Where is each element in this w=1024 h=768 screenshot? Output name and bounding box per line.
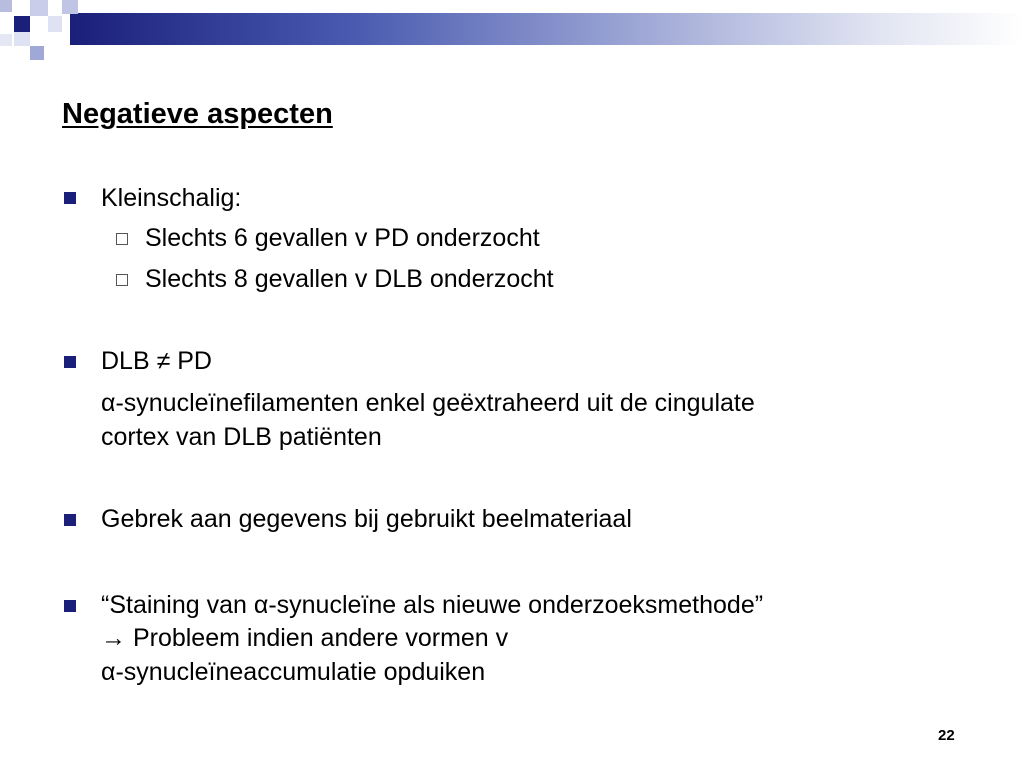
bullet-continuation: → Probleem indien andere vormen v xyxy=(101,624,509,652)
sub-bullet-marker xyxy=(116,233,128,245)
sub-bullet-text: Slechts 6 gevallen v PD onderzocht xyxy=(145,224,540,252)
header-gradient-bar xyxy=(70,13,1024,45)
decor-square xyxy=(14,32,30,46)
bullet-continuation: α-synucleïneaccumulatie opduiken xyxy=(101,658,486,686)
decor-square xyxy=(14,16,30,32)
bullet-text: Kleinschalig: xyxy=(101,184,242,212)
sub-bullet-marker xyxy=(116,274,128,286)
slide-title: Negatieve aspecten xyxy=(62,98,333,130)
decor-square xyxy=(0,0,12,12)
bullet-text: Gebrek aan gegevens bij gebruikt beelmateriaal xyxy=(101,505,632,533)
page-number: 22 xyxy=(938,727,955,744)
decorative-header xyxy=(0,0,1024,50)
sub-bullet-text: Slechts 8 gevallen v DLB onderzocht xyxy=(145,265,554,293)
decor-square xyxy=(0,34,12,46)
bullet-text: DLB ≠ PD xyxy=(101,347,212,375)
decor-square xyxy=(30,0,48,16)
bullet-marker xyxy=(64,514,76,526)
bullet-continuation: cortex van DLB patiënten xyxy=(101,423,382,451)
bullet-marker xyxy=(64,192,76,204)
decor-square xyxy=(30,46,44,60)
bullet-continuation: α-synucleïnefilamenten enkel geëxtraheerd uit de cingulate xyxy=(101,389,755,417)
bullet-text: “Staining van α-synucleïne als nieuwe onderzoeksmethode” xyxy=(101,591,764,619)
bullet-marker xyxy=(64,600,76,612)
bullet-marker xyxy=(64,356,76,368)
decor-square xyxy=(48,16,62,32)
decor-square xyxy=(62,0,78,14)
